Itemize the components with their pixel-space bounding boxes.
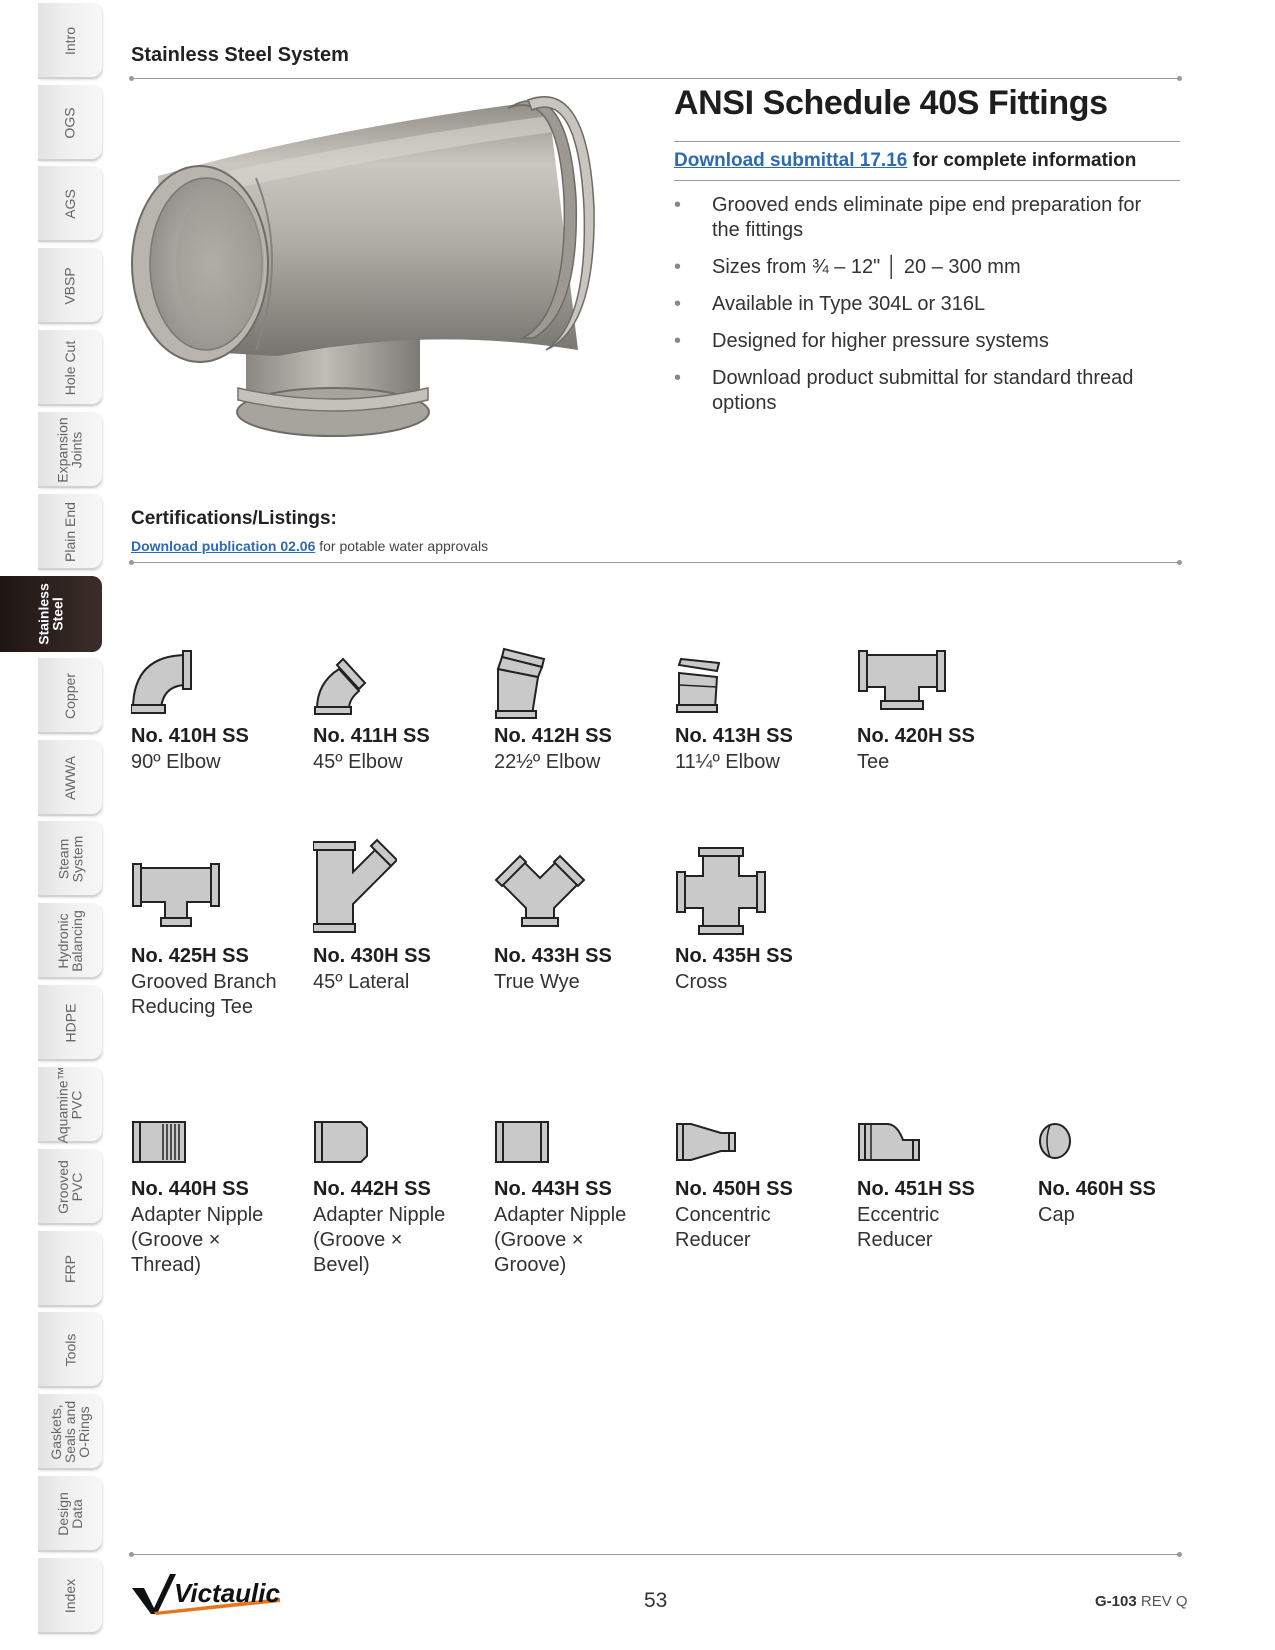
side-tab[interactable]	[38, 330, 102, 406]
side-tab-label: AWWA	[61, 755, 78, 801]
download-submittal-suffix: for complete information	[907, 150, 1137, 171]
fitting-name: Adapter Nipple (Groove × Bevel)	[313, 1204, 446, 1276]
fitting-code: No. 435H SS	[675, 945, 793, 967]
fitting-item	[313, 1115, 483, 1276]
fitting-name: Cap	[1038, 1204, 1075, 1226]
fitting-name: 45º Elbow	[313, 751, 403, 773]
fitting-item	[857, 645, 1027, 795]
fitting-code: No. 440H SS	[131, 1178, 249, 1200]
side-tab-label: FRP	[62, 1255, 78, 1283]
document-revision: REV Q	[1136, 1593, 1188, 1610]
side-tab[interactable]	[38, 658, 102, 734]
side-tab[interactable]	[38, 1394, 102, 1470]
fitting-name: Grooved Branch Reducing Tee	[131, 971, 277, 1018]
download-submittal-link[interactable]: Download submittal 17.16	[674, 150, 908, 171]
side-tab[interactable]	[38, 740, 102, 816]
fitting-item	[131, 838, 301, 1018]
section-title: Stainless Steel System	[131, 44, 349, 66]
fitting-code: No. 451H SS	[857, 1178, 975, 1200]
side-tab[interactable]	[0, 576, 102, 652]
title-divider	[674, 141, 1180, 142]
side-tab-label: Grooved PVC	[54, 1160, 85, 1214]
side-tab-label: Aquamine™ PVC	[55, 1066, 86, 1144]
feature-item: • Sizes from ¾ – 12" │ 20 – 300 mm	[674, 255, 1144, 280]
side-tab[interactable]	[38, 85, 102, 161]
fitting-code: No. 413H SS	[675, 725, 793, 747]
side-tab[interactable]	[38, 985, 102, 1061]
side-tab[interactable]	[38, 1231, 102, 1307]
side-tab-label: Tools	[62, 1333, 78, 1367]
fitting-code: No. 443H SS	[494, 1178, 612, 1200]
footer-divider	[131, 1554, 1180, 1555]
side-tab-label: Expansion Joints	[55, 417, 86, 483]
document-code: G-103	[1095, 1593, 1137, 1610]
side-tab-label: Plain End	[62, 502, 78, 562]
side-tab[interactable]	[38, 1558, 102, 1634]
download-submittal-line	[674, 150, 1136, 172]
side-tab-label: Copper	[61, 673, 78, 719]
side-tab-label: Steam System	[55, 835, 85, 883]
side-tab-label: Hydronic Balancing	[55, 910, 85, 972]
fitting-item	[494, 838, 664, 993]
fitting-name: Adapter Nipple (Groove × Thread)	[131, 1204, 264, 1276]
side-tab[interactable]	[38, 248, 102, 324]
fitting-name: Cross	[675, 971, 728, 993]
fitting-code: No. 412H SS	[494, 725, 612, 747]
page-number: 53	[644, 1589, 668, 1612]
feature-item: • Download product submittal for standard thread options	[674, 366, 1144, 416]
side-tab-label: Gaskets, Seals and O-Rings	[48, 1400, 92, 1464]
side-tab[interactable]	[38, 3, 102, 79]
side-tab-label: HDPE	[62, 1003, 78, 1043]
feature-item: • Available in Type 304L or 316L	[674, 292, 1144, 317]
side-tab-label: OGS	[62, 107, 78, 139]
side-tab[interactable]	[38, 903, 102, 979]
fitting-name: Eccentric Reducer	[857, 1204, 940, 1251]
side-tab-label: Intro	[61, 26, 78, 56]
victaulic-logo	[130, 1568, 290, 1616]
feature-item: • Designed for higher pressure systems	[674, 329, 1144, 354]
fitting-item	[675, 838, 845, 993]
download-divider	[674, 180, 1180, 181]
stainless-tee-photo	[128, 88, 600, 468]
side-tab[interactable]	[38, 166, 102, 242]
side-tab[interactable]	[38, 1067, 102, 1143]
side-tab[interactable]	[38, 821, 102, 897]
fitting-item	[675, 1115, 845, 1265]
certifications-divider	[131, 562, 1180, 563]
fitting-item	[857, 1115, 1027, 1265]
fitting-item	[131, 645, 301, 795]
download-publication-link[interactable]: Download publication 02.06	[131, 538, 316, 554]
fitting-item	[494, 1115, 664, 1276]
fitting-item	[494, 645, 664, 795]
side-tab-label: Design Data	[55, 1492, 85, 1536]
side-tab-label: Hole Cut	[62, 340, 78, 396]
fitting-name: 90º Elbow	[131, 751, 221, 773]
fitting-name: 22½º Elbow	[494, 751, 601, 773]
fitting-code: No. 450H SS	[675, 1178, 793, 1200]
side-tab[interactable]	[38, 412, 102, 488]
fitting-code: No. 425H SS	[131, 945, 249, 967]
fitting-name: 11¼º Elbow	[675, 751, 780, 773]
fitting-code: No. 442H SS	[313, 1178, 431, 1200]
fitting-item	[675, 645, 845, 795]
section-tab-bar	[0, 0, 102, 1650]
fitting-code: No. 411H SS	[313, 725, 430, 747]
fitting-item	[131, 1115, 301, 1276]
feature-list	[674, 193, 1144, 428]
fitting-name: True Wye	[494, 971, 580, 993]
fitting-name: Adapter Nipple (Groove × Groove)	[494, 1204, 627, 1276]
side-tab-label: Index	[62, 1578, 78, 1614]
fitting-item	[313, 645, 483, 795]
fitting-code: No. 420H SS	[857, 725, 975, 747]
certifications-line	[131, 538, 488, 554]
fitting-name: Concentric Reducer	[675, 1204, 771, 1251]
fitting-code: No. 410H SS	[131, 725, 249, 747]
fitting-code: No. 430H SS	[313, 945, 431, 967]
fitting-code: No. 460H SS	[1038, 1178, 1156, 1200]
fitting-item	[1038, 1115, 1208, 1265]
document-reference	[1095, 1593, 1188, 1610]
side-tab-label: AGS	[61, 189, 78, 219]
feature-item: • Grooved ends eliminate pipe end preparation for the fittings	[674, 193, 1144, 243]
side-tab[interactable]	[38, 494, 102, 570]
side-tab[interactable]	[38, 1476, 102, 1552]
certifications-suffix: for potable water approvals	[315, 538, 489, 554]
fitting-name: Tee	[857, 751, 890, 773]
side-tab-label: Stainless Steel	[35, 583, 66, 645]
fitting-name: 45º Lateral	[313, 971, 410, 993]
side-tab-label: VBSP	[61, 267, 78, 305]
side-tab[interactable]	[38, 1312, 102, 1388]
svg-text:Victaulic: Victaulic	[174, 1578, 280, 1608]
fitting-item	[313, 838, 483, 993]
side-tab[interactable]	[38, 1149, 102, 1225]
fitting-code: No. 433H SS	[494, 945, 612, 967]
header-divider	[131, 78, 1180, 79]
product-title: ANSI Schedule 40S Fittings	[674, 84, 1108, 122]
certifications-title: Certifications/Listings:	[131, 508, 337, 529]
